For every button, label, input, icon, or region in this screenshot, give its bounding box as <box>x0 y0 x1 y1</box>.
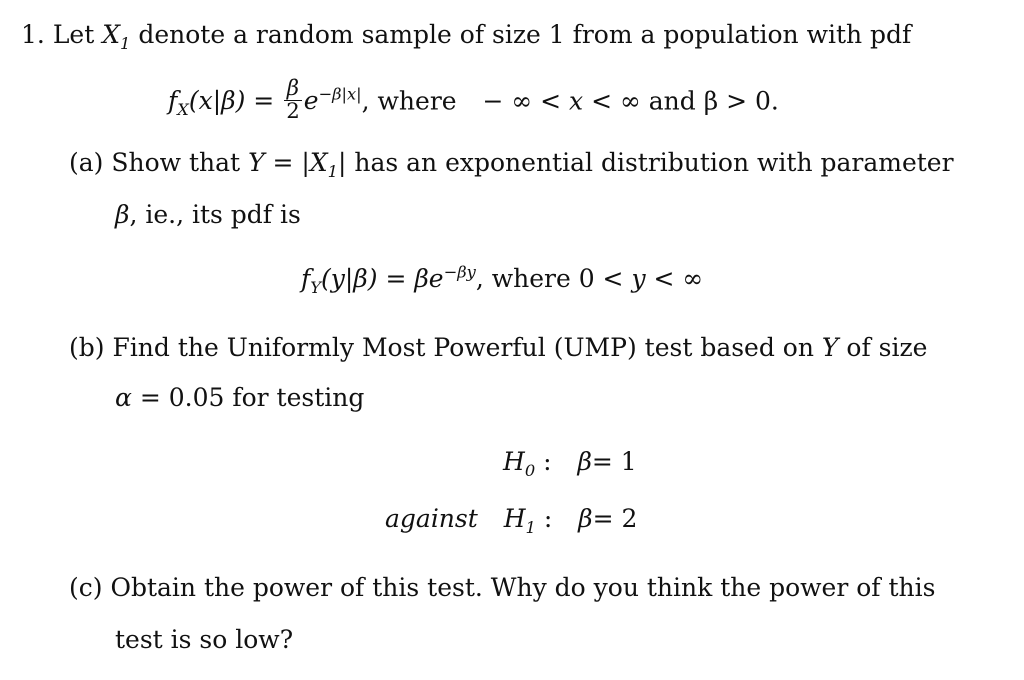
part-c-text-1: Obtain the power of this test. Why do you think the power of this <box>110 573 936 602</box>
pdf-y-where: , where 0 < <box>475 264 624 293</box>
part-c-label: (c) <box>69 573 103 602</box>
pdf-x-condition: β > 0. <box>703 86 779 116</box>
h0-beta: β <box>577 447 592 476</box>
part-c-line-2 <box>115 627 293 652</box>
h0-colon: : <box>543 447 552 476</box>
pdf-y-bound: < ∞ <box>653 264 704 293</box>
intro-text-2: denote a random sample of size 1 from a population with pdf <box>138 20 912 49</box>
part-b-var: Y <box>821 333 839 362</box>
h0-label: $H_0$ <box>503 447 536 480</box>
part-b-alpha: α <box>115 383 132 412</box>
beta-over-two-fraction: $\frac{\beta}{2}$ <box>286 76 300 125</box>
pdf-y-var: y <box>631 264 646 293</box>
part-a-text-2: has an exponential distribution with parameter <box>354 148 954 177</box>
part-a-line-1 <box>69 148 954 181</box>
part-b-line2-text: = 0.05 for testing <box>139 383 365 412</box>
part-b-line-1 <box>69 335 927 360</box>
part-a-beta: β <box>115 200 130 229</box>
part-b-text-2: of size <box>846 333 928 362</box>
part-a-line-2 <box>115 202 301 227</box>
pdf-y-equation <box>301 262 704 297</box>
pdf-x-lhs: $f_X(x|\beta)$ = <box>168 86 275 120</box>
part-c-text-2: test is so low? <box>115 625 294 654</box>
part-c-line-1 <box>69 575 935 600</box>
part-a-text-1: Show that <box>111 148 241 177</box>
part-b-text-1: Find the Uniformly Most Powerful (UMP) test based on <box>112 333 814 362</box>
pdf-y-lhs: $f_Y(y|\beta) = \beta e^{-\beta y}$ <box>301 262 476 297</box>
against-label: against <box>385 504 478 533</box>
h1-beta: β <box>578 504 593 533</box>
h1-label: $H_1$ <box>503 504 536 537</box>
null-hypothesis <box>503 447 637 480</box>
intro-variable: $X_1$ <box>102 20 131 53</box>
part-b-label: (b) <box>69 333 105 362</box>
alternative-hypothesis <box>385 504 638 537</box>
pdf-x-where: , where <box>361 86 457 116</box>
h1-rhs: = 2 <box>592 504 638 533</box>
h1-colon: : <box>543 504 553 533</box>
pdf-x-equation <box>168 76 779 126</box>
problem-statement <box>21 20 912 53</box>
pdf-x-exponential: $e^{-\beta|x|}$ <box>303 84 362 116</box>
part-b-line-2 <box>115 385 364 410</box>
problem-number: 1. <box>21 20 45 49</box>
part-a-label: (a) <box>69 148 104 177</box>
part-a-line2-text: , ie., its pdf is <box>129 200 301 229</box>
pdf-x-domain: − ∞ < x < ∞ <box>482 86 641 116</box>
part-a-math: $Y = |X_1|$ <box>248 148 347 181</box>
intro-text-1: Let <box>52 20 95 49</box>
h0-rhs: = 1 <box>591 447 637 476</box>
pdf-x-and: and <box>648 86 696 116</box>
